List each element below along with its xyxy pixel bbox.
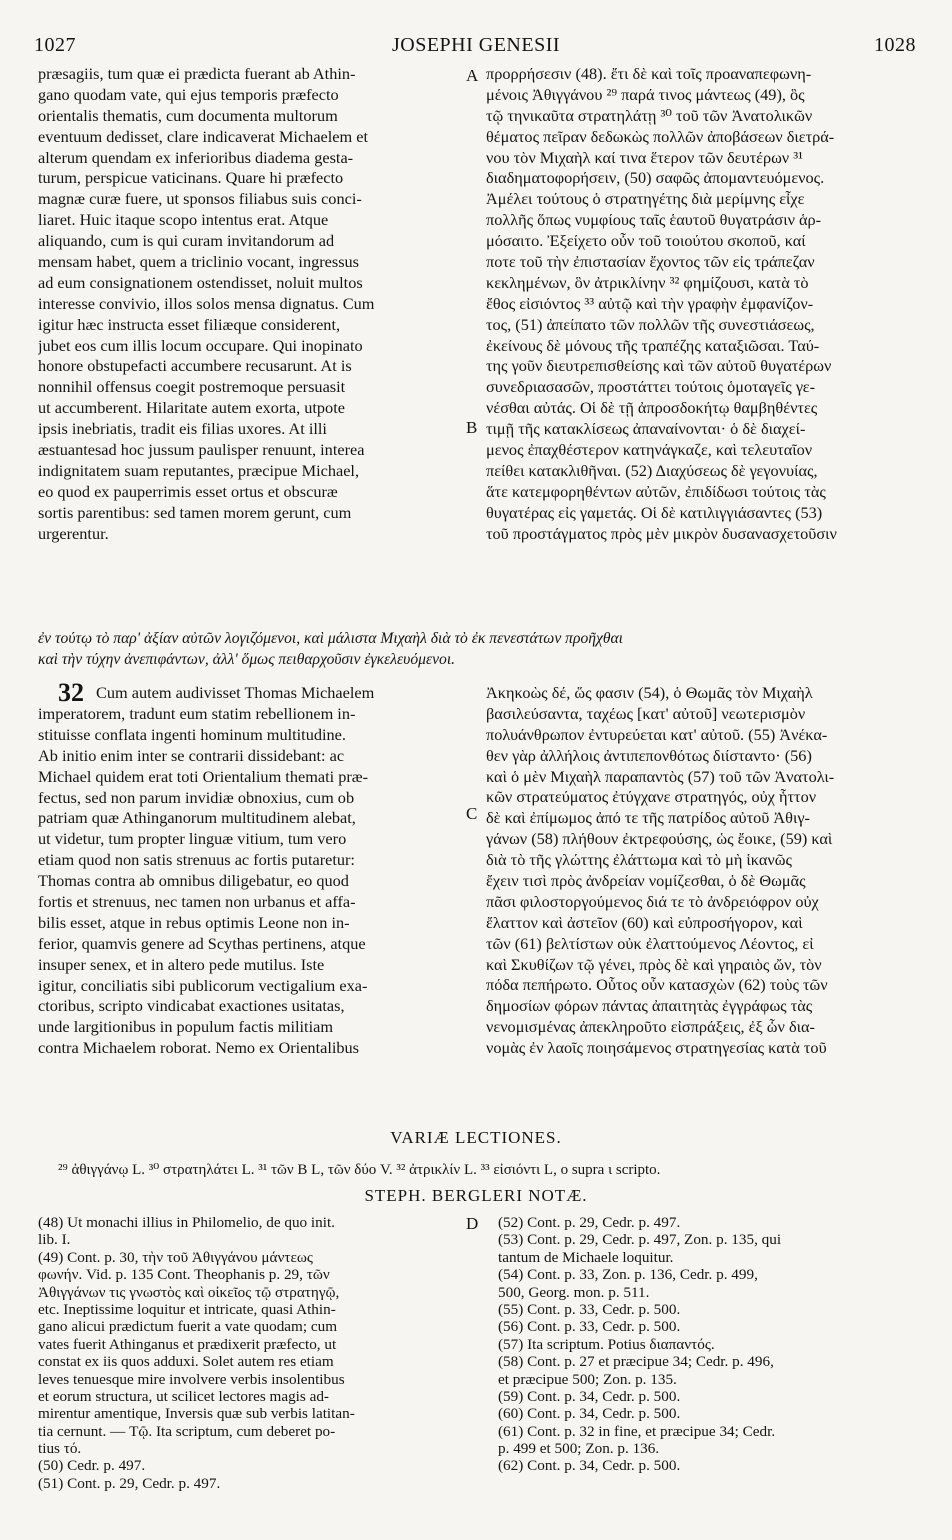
text-line: Michael quidem erat toti Orientalium themati præ- [38,766,369,786]
text-line: ctoribus, scripto vindicabat exactiones usitatas, [38,996,345,1016]
note-line: vates fuerit Athinganus et prædixerit præfecto, ut [38,1335,337,1353]
text-line: jubet eos cum illis locum occupare. Qui inopinato [38,335,363,355]
note-line: (57) Ita scriptum. Potius διαπαντός. [498,1335,715,1353]
text-line: interesse convivio, illos solos mensa dignatus. Cum [38,293,375,313]
text-line: igitur, conciliatis sibi publicorum vectigalium exa- [38,975,368,995]
note-line: Ἀθιγγάνων τις γνωστὸς καὶ οἰκεῖος τῷ στρατηγῷ, [38,1283,340,1301]
text-line: τῶν (61) βελτίστων οὐκ ἐλαττούμενος Λέοντος, εἰ [486,933,814,953]
text-line: Cum autem audivisset Thomas Michaelem [96,683,375,702]
note-line: (56) Cont. p. 33, Cedr. p. 500. [498,1318,681,1336]
note-line: et eorum structura, ut scilicet lectores magis ad- [38,1387,329,1405]
text-line: ἐν τούτῳ τὸ παρ' ἀξίαν αὐτῶν λογιζόμενοι, καὶ μάλιστα Μιχαὴλ διὰ τὸ ἐκ πενεστάτων προῆχθαι [38,630,624,647]
text-line: τιμῇ τῆς κατακλίσεως ἀπαναίνονται· ὁ δὲ διαχεί- [486,419,806,439]
text-line: καὶ Σκυθίζων τῷ γένει, πρὸς δὲ καὶ γηραιὸς ὤν, τὸν [486,954,822,974]
text-line: contra Michaelem roborat. Nemo ex Orientalibus [38,1038,359,1058]
text-line: honore obstupefacti accumbere recusarunt. At is [38,356,352,376]
page-number-right: 1028 [874,34,916,56]
latin-column-bottom [38,704,474,1059]
text-line: ἅτε κατεμφορηθέντων αὐτῶν, ἐπιδίδωσι τούτοις τὰς [486,481,826,501]
note-line: gano alicui prædictum fuerit a vate quodam; cum [38,1318,338,1336]
note-line: φωνήν. Vid. p. 135 Cont. Theophanis p. 29, τῶν [38,1266,330,1284]
text-line: magnæ curæ fuere, ut sponsos filiabus suis conci- [38,189,362,209]
text-line: sortis parentibus: sed tamen morem gerunt, cum [38,502,352,522]
text-line: indignitatem suam reputantes, præcipue Michael, [38,460,360,480]
text-line: θυγατέρας εἰς γαμετάς. Οἱ δὲ κατιλιγγιάσαντες (53) [486,502,823,522]
text-line: νομὰς ἐν λαοῖς ποιησάμενος στρατηγεσίας κατὰ τοῦ [486,1038,827,1058]
note-line: (50) Cedr. p. 497. [38,1457,146,1475]
greek-spanning-lines [38,629,918,671]
text-line: πόδα πεπήρωτο. Οὗτος οὖν κατασχὼν (62) τοὺς τῶν [486,975,828,995]
note-line: leves tenuesque mire involvere verbis insolentibus [38,1370,345,1388]
text-line: ἔχειν τισὶ πρὸς ἀνδρείαν νομίζεσθαι, ὁ δὲ Θωμᾶς [486,871,806,891]
text-line: orientalis thematis, cum documenta multorum [38,105,338,125]
text-line: γάνων (58) πλήθουν ἐκτρεφούσης, ὡς ἔοικε, (59) καὶ [486,829,833,849]
section-number: 32 [58,678,84,707]
text-line: ut videtur, tum propter linguæ vitium, tum vero [38,829,347,849]
note-line: et præcipue 500; Zon. p. 135. [498,1370,677,1388]
notes-column-left [38,1214,468,1492]
note-line: (51) Cont. p. 29, Cedr. p. 497. [38,1474,221,1492]
text-line: eo quod ex pauperrimis esset ortus et obscuræ [38,481,338,501]
text-line: Ab initio enim inter se contrarii dissidebant: ac [38,745,345,765]
text-line: νου τὸν Μιχαὴλ καί τινα ἕτερον τῶν δευτέρων ³¹ [486,147,803,167]
greek-column-bottom [486,683,922,1059]
text-line: igitur hæc instructa esset filiæque considerent, [38,314,341,334]
note-line: (62) Cont. p. 34, Cedr. p. 500. [498,1457,681,1475]
note-line: mirentur amentique, Inversis quæ sub verbis latitan- [38,1405,355,1423]
text-line: νέσθαι αὐτάς. Οἱ δὲ τῇ ἀπροσδοκήτῳ θαμβηθέντες [486,398,818,418]
margin-letter-b: B [466,418,478,437]
note-line: (61) Cont. p. 32 in fine, et præcipue 34; Cedr. [498,1422,776,1440]
text-line: turum, perspicue vaticinans. Quare hi præfecto [38,168,344,188]
variae-lectiones-text: ²⁹ ἀθιγγάνῳ L. ³⁰ στρατηλάτει L. ³¹ τῶν B L, τῶν δύο V. ³² ἀτρικλίν L. ³³ εἰσιόντι L, ο supra ι scripto. [58,1162,661,1178]
note-line: (55) Cont. p. 33, Cedr. p. 500. [498,1300,681,1318]
running-head [28,34,924,60]
text-line: της γοῦν διευτρεπισθείσης καὶ τῶν αὐτοῦ θυγατέρων [486,356,832,376]
text-line: ut accumberent. Hilaritate autem exorta, utpote [38,398,345,418]
text-line: διὰ τὸ τῆς γλώττης ἐλάττωμα καὶ τὸ μὴ ἱκανῶς [486,850,792,870]
text-line: etiam quod non satis strenuus ac fortis putaretur: [38,850,355,870]
text-line: ἔλαττον καὶ ἀστεῖον (60) καὶ εὐπροσήγορον, καὶ [486,912,803,932]
text-line: aliquando, cum is qui curam invitandorum ad [38,231,335,251]
note-line: lib. I. [38,1231,71,1249]
text-line: διαδηματοφορήσειν, (50) σαφῶς ἀπομαντευόμενος. [486,168,825,188]
text-line: patriam quæ Athinganorum multitudinem alebat, [38,808,356,828]
note-line: tius τό. [38,1440,82,1458]
note-line: tantum de Michaele loquitur. [498,1248,674,1266]
text-line: stituisse conflata ingenti hominum multitudine. [38,724,346,744]
text-line: τῷ τηνικαῦτα στρατηλάτῃ ³⁰ τοῦ τῶν Ἀνατολικῶν [486,105,813,125]
text-line: Thomas contra ab omnibus diligebatur, eo quod [38,871,349,891]
text-line: eventuum dedisset, clare indicaverat Michaelem et [38,126,369,146]
page-number-left: 1027 [34,34,76,56]
note-line: (52) Cont. p. 29, Cedr. p. 497. [498,1214,681,1231]
text-line: ἐκείνους δὲ μόνους τῆς τραπέζης καταξιῶσαι. Ταύ- [486,335,820,355]
text-line: unde largitionibus in populum factis militiam [38,1017,333,1037]
text-line: liaret. Huic itaque scopo intentus erat. Atque [38,210,329,230]
text-line: μένοις Ἀθιγγάνου ²⁹ παρά τινος μάντεως (49), ὃς [486,84,805,104]
text-line: fortis et strenuus, nec tamen non urbanus et affa- [38,892,356,912]
text-line: ad eum consignationem ostendisset, noluit multos [38,272,363,292]
text-line: urgerentur. [38,523,109,543]
notes-heading: STEPH. BERGLERI NOTÆ. [364,1186,588,1205]
text-line: nonnihil offensus coegit postremoque persuasit [38,377,346,397]
text-line: Ἀκηκοὼς δέ, ὥς φασιν (54), ὁ Θωμᾶς τὸν Μιχαὴλ [486,683,813,702]
text-line: δὲ καὶ ἐπίμωμος ἀπό τε τῆς πατρίδος αὐτοῦ Ἀθιγ- [486,808,810,828]
note-line: (58) Cont. p. 27 et præcipue 34; Cedr. p. 496, [498,1353,774,1371]
text-line: ipsis inebriatis, tradit eis filias uxores. At illi [38,419,327,439]
note-line: (59) Cont. p. 34, Cedr. p. 500. [498,1387,681,1405]
text-line: ἔθος εἰσιόντος ³³ αὐτῷ καὶ τὴν γραφὴν ἐμφανίζον- [486,293,814,313]
text-line: præsagiis, tum quæ ei prædicta fuerant ab Athin- [38,64,356,83]
text-line: τοῦ προστάγματος πρὸς μὲν μικρὸν δυσανασχετοῦσιν [486,523,837,543]
text-line: fectus, sed non parum invidiæ obnoxius, cum ob [38,787,355,807]
note-line: (54) Cont. p. 33, Zon. p. 136, Cedr. p. 499, [498,1266,758,1284]
note-line: etc. Ineptissime loquitur et intricate, quasi Athin- [38,1300,336,1318]
text-line: θέματος πεῖραν δεδωκὼς πολλῶν ἀποβάσεων διετρά- [486,126,835,146]
text-line: alterum quendam ex inferioribus diadema gesta- [38,147,354,167]
note-line: constat ex iis quos adduxi. Solet autem res etiam [38,1353,334,1371]
text-line: ferior, quamvis genere ad Scythas pertinens, atque [38,933,366,953]
latin-section-first-line [96,683,474,704]
text-line: προρρήσεσιν (48). ἔτι δὲ καὶ τοῖς προαναπεφωνη- [486,64,812,83]
text-line: πείθει κατακλιθῆναι. (52) Διαχύσεως δὲ γεγονυίας, [486,460,818,480]
note-line: p. 499 et 500; Zon. p. 136. [498,1440,660,1458]
text-line: θεν γὰρ ἀλλήλοις ἀντιπεπονθότως διίσταντο· (56) [486,745,812,765]
text-line: πᾶσι φιλοστοργούμενος διά τε τὸ ἀνδρειόφρον οὐχ [486,891,819,911]
text-line: μενος ἐπαχθέστερον κατηνάγκαζε, καὶ τελευταῖον [486,440,813,460]
greek-column-top [486,64,922,544]
text-line: æstuantesad hoc jussum paulisper renuunt, interea [38,440,365,460]
note-line: 500, Georg. mon. p. 511. [498,1283,650,1301]
text-line: gano quodam vate, qui ejus temporis præfecto [38,84,339,104]
text-line: τος, (51) ἀπείπατο τῶν πολλῶν τῆς συνεστιάσεως, [486,314,815,334]
note-line: (60) Cont. p. 34, Cedr. p. 500. [498,1405,681,1423]
text-line: μόσαιτο. Ἐξείχετο οὖν τοῦ τοιούτου σκοποῦ, καί [486,231,806,251]
text-line: Ἀμέλει τούτους ὁ στρατηγέτης διὰ μερίμνης εἶχε [486,189,805,209]
note-line: tia cernunt. — Τῷ. Ita scriptum, cum deberet po- [38,1422,336,1440]
text-line: κῶν στρατεύματος ἐτύγχανε στρατηγός, οὐχ ἧττον [486,787,817,807]
note-line: (53) Cont. p. 29, Cedr. p. 497, Zon. p. 135, qui [498,1231,782,1249]
note-line: (49) Cont. p. 30, τὴν τοῦ Ἀθιγγάνου μάντεως [38,1248,313,1266]
text-line: δημοσίων φόρων πάντας ἀπαιτητὰς ἐγγράφως τὰς [486,996,813,1016]
latin-column-top [38,64,474,544]
running-title: JOSEPHI GENESII [391,34,561,56]
text-line: συνεδριασασῶν, προστάττει τούτοις ὁμοταγεῖς γε- [486,377,815,397]
text-line: πολλῆς ὅπως νυμφίους ταῖς ἑαυτοῦ θυγατράσιν ἁρ- [486,210,822,230]
margin-letter-c: C [466,804,478,823]
variae-lectiones-heading: VARIÆ LECTIONES. [390,1128,562,1147]
text-line: καὶ ὁ μὲν Μιχαὴλ παραπαντὸς (57) τοῦ τῶν Ἀνατολι- [486,766,835,786]
note-line: (48) Ut monachi illius in Philomelio, de quo init. [38,1214,335,1231]
text-line: mensam habet, quem a triclinio vocant, ingressus [38,252,360,272]
text-line: νενομισμένας ἀπεκληροῦτο εἰσπράξεις, ἐξ ὧν δια- [486,1017,815,1037]
margin-letter-a: A [466,66,479,85]
notes-column-right [498,1214,923,1475]
text-line: ποτε τοῦ τὴν ἐπιστασίαν ἔχοντος τῶν εἰς τράπεζαν [486,252,815,272]
margin-letter-d: D [466,1214,479,1233]
text-line: κεκλημένων, ὃν ἀτρικλίνην ³² φημίζουσι, κατὰ τὸ [486,272,809,292]
text-line: bilis esset, atque in rebus optimis Leone non in- [38,912,350,932]
text-line: καὶ τὴν τύχην ἀνεπιφάντων, ἀλλ' ὅμως πειθαρχοῦσιν ἐγκελευόμενοι. [38,650,456,668]
text-line: πολυάνθρωπον ἐντυρεύεται κατ' αὐτοῦ. (55) Ἀνέκα- [486,724,828,744]
text-line: insuper senex, et in altero pede mutilus. Iste [38,954,325,974]
text-line: imperatorem, tradunt eum statim rebellionem in- [38,704,356,723]
text-line: βασιλεύσαντα, ταχέως [κατ' αὐτοῦ] νεωτερισμὸν [486,703,806,723]
